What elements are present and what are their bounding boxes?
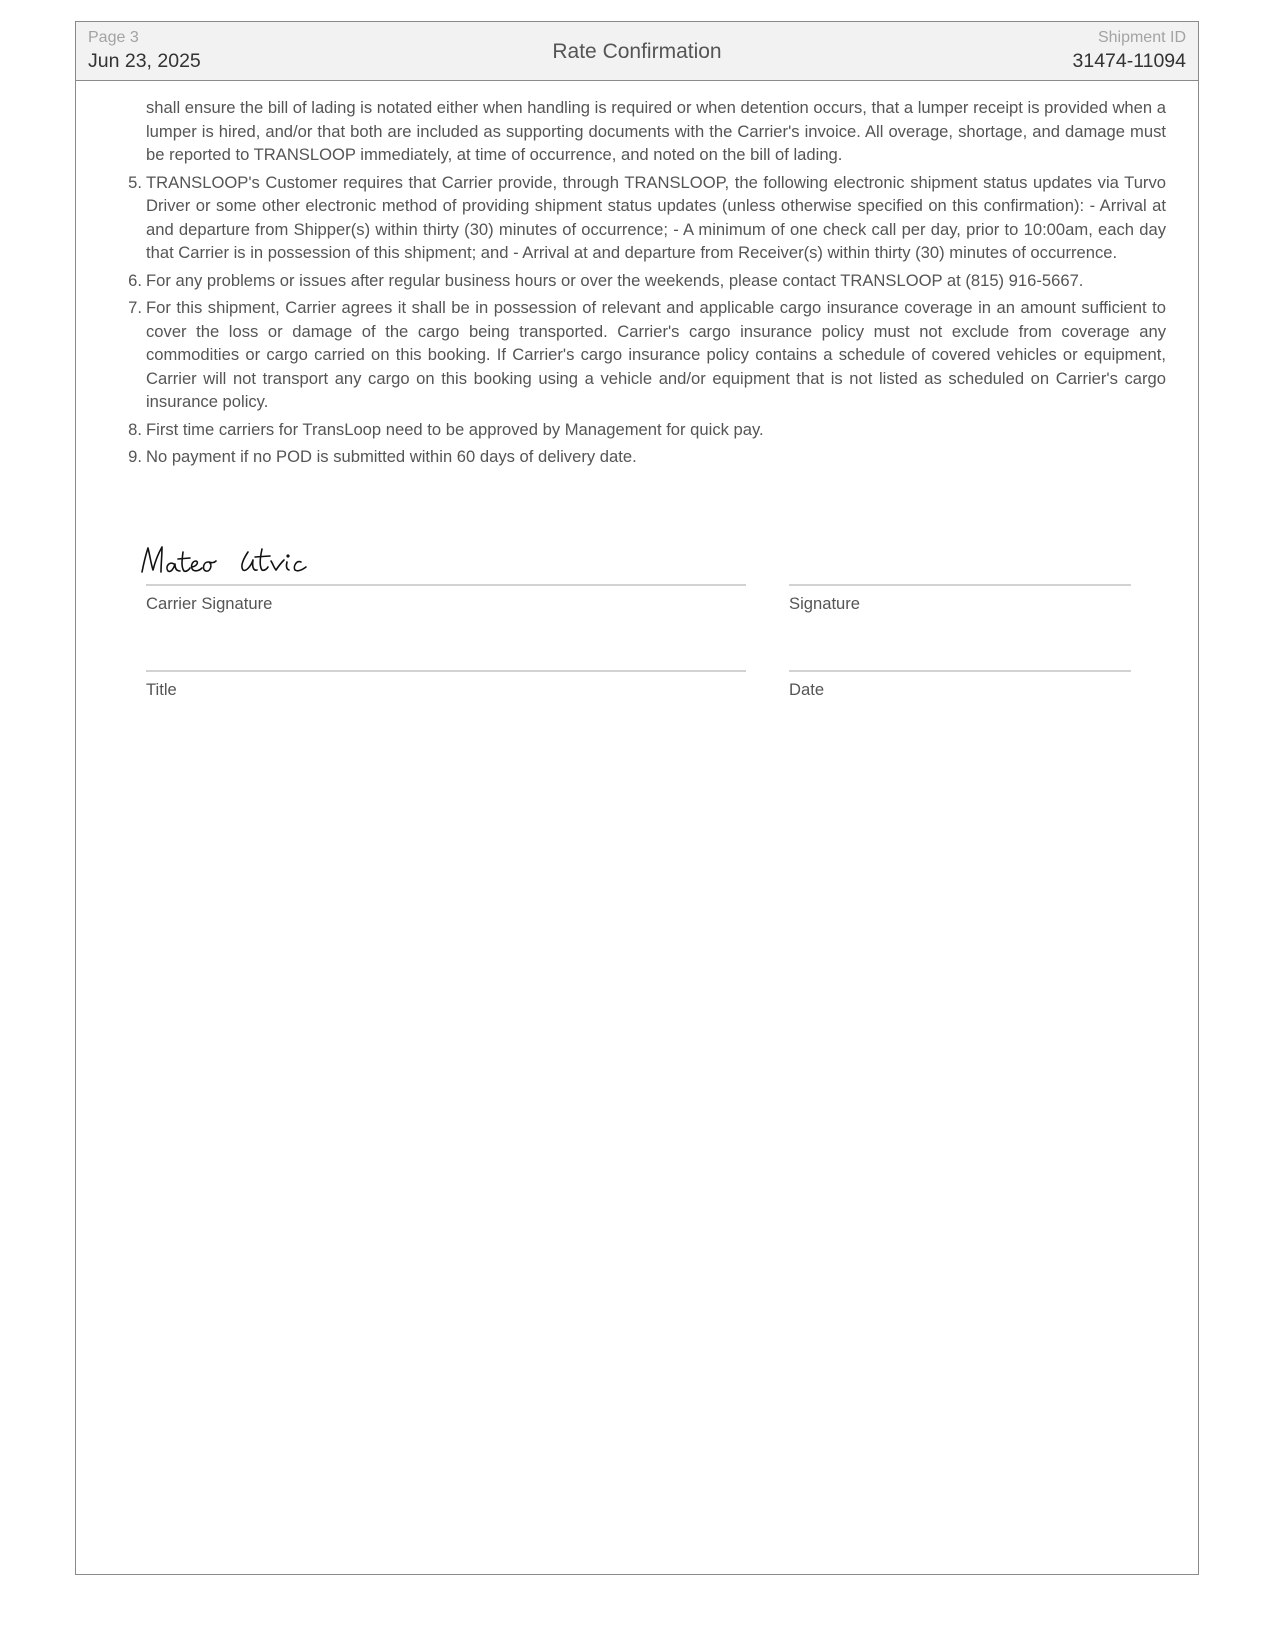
list-item-number: 7.	[128, 298, 142, 317]
list-item-number: 8.	[128, 419, 142, 439]
signature-label: Signature	[789, 594, 861, 613]
list-item	[128, 445, 1166, 469]
list-item	[128, 296, 1166, 414]
header-right	[1073, 29, 1187, 73]
document-date: Jun 23, 2025	[88, 50, 201, 72]
carrier-signature-line	[146, 584, 746, 586]
list-item	[128, 269, 1166, 293]
list-item-number: 9.	[128, 447, 142, 466]
list-item-text: First time carriers for TransLoop need to be approved by Management for quick pay.	[146, 419, 764, 439]
page-number: Page 3	[88, 29, 139, 46]
terms-content	[128, 96, 1166, 469]
list-item-text: For any problems or issues after regular business hours or over the weekends, please contact TRANSLOOP at (815) 916-5667.	[146, 270, 1084, 290]
continuation-paragraph: shall ensure the bill of lading is notated either when handling is required or when detention occurs, that a lumper receipt is provided when a lumper is hired, and/or that both are included as supporting documents with the Carrier's invoice. All overage, shortage, and damage must be reported to TRANSLOOP immediately, at time of occurrence, and noted on the bill of lading.	[146, 98, 1166, 164]
carrier-signature-image	[136, 540, 346, 582]
list-item	[128, 171, 1166, 265]
list-item-text: No payment if no POD is submitted within 60 days of delivery date.	[146, 447, 637, 466]
title-line	[146, 670, 746, 672]
signature-block	[146, 543, 1166, 723]
list-item-text: For this shipment, Carrier agrees it shall be in possession of relevant and applicable cargo insurance coverage in an amount sufficient to cover the loss or damage of the cargo being transported. Carrier's cargo insurance policy must not exclude from coverage any commodities or cargo carried on this booking. If Carrier's cargo insurance policy contains a schedule of covered vehicles or equipment, Carrier will not transport any cargo on this booking using a vehicle and/or equipment that is not listed as scheduled on Carrier's cargo insurance policy.	[146, 298, 1166, 411]
list-item-text: TRANSLOOP's Customer requires that Carrier provide, through TRANSLOOP, the following electronic shipment status updates via Turvo Driver or some other electronic method of providing shipment status updates (unless otherwise specified on this confirmation): - Arrival at and departure from Shipper(s) within thirty (30) minutes of occurrence; - A minimum of one check call per day, prior to 10:00am, each day that Carrier is in possession of this shipment; and - Arrival at and departure from Receiver(s) within thirty (30) minutes of occurrence.	[146, 172, 1166, 262]
title-label: Title	[146, 680, 177, 699]
shipment-id: 31474-11094	[1072, 50, 1186, 72]
page-frame	[75, 21, 1199, 1575]
signature-line	[789, 584, 1131, 586]
list-item	[128, 418, 1166, 442]
carrier-signature-label: Carrier Signature	[146, 594, 273, 613]
document-title: Rate Confirmation	[552, 40, 722, 63]
page-header	[76, 22, 1198, 81]
list-item-number: 6.	[128, 270, 142, 290]
shipment-id-label: Shipment ID	[1097, 29, 1186, 46]
date-label: Date	[789, 680, 825, 699]
list-item-number: 5.	[128, 172, 142, 192]
date-line	[789, 670, 1131, 672]
